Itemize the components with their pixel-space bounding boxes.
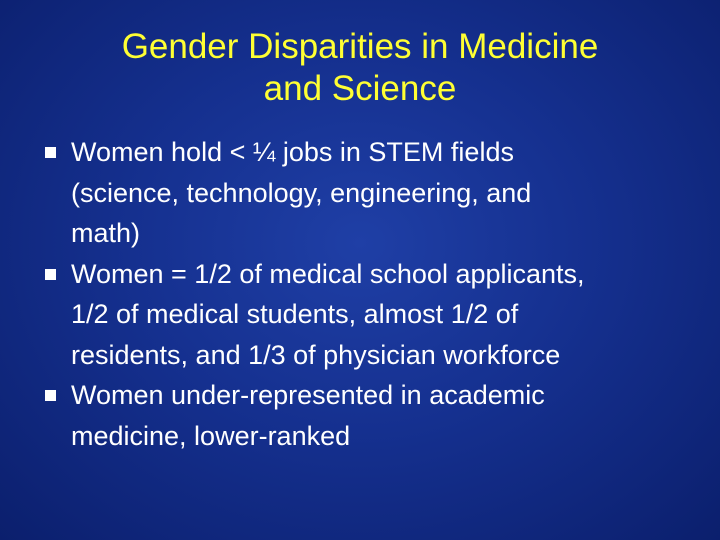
- slide-title-line-1: Gender Disparities in Medicine: [121, 27, 599, 66]
- bullet-medical-line-2: 1/2 of medical students, almost 1/2 of: [71, 299, 519, 329]
- slide-title: [30, 26, 690, 110]
- bullet-stem-line-2: (science, technology, engineering, and: [71, 177, 532, 208]
- bullet-stem-line-1: Women hold < ¼ jobs in STEM fields: [71, 137, 514, 167]
- bullet-item-academic-medicine: [45, 375, 695, 456]
- square-bullet-icon: [45, 147, 56, 158]
- square-bullet-icon: [45, 390, 56, 401]
- slide-title-line-2: and Science: [263, 69, 457, 108]
- square-bullet-icon: [45, 269, 56, 280]
- bullet-academic-line-2: medicine, lower-ranked: [71, 420, 351, 451]
- bullet-medical-line-3: residents, and 1/3 of physician workforce: [71, 339, 561, 370]
- bullet-item-stem: [45, 132, 695, 254]
- bullet-stem-line-3: math): [71, 218, 141, 248]
- bullet-list: [45, 132, 695, 456]
- bullet-academic-line-1: Women under-represented in academic: [71, 380, 545, 410]
- bullet-item-medical-school: [45, 254, 695, 376]
- bullet-medical-line-1: Women = 1/2 of medical school applicants,: [71, 258, 585, 289]
